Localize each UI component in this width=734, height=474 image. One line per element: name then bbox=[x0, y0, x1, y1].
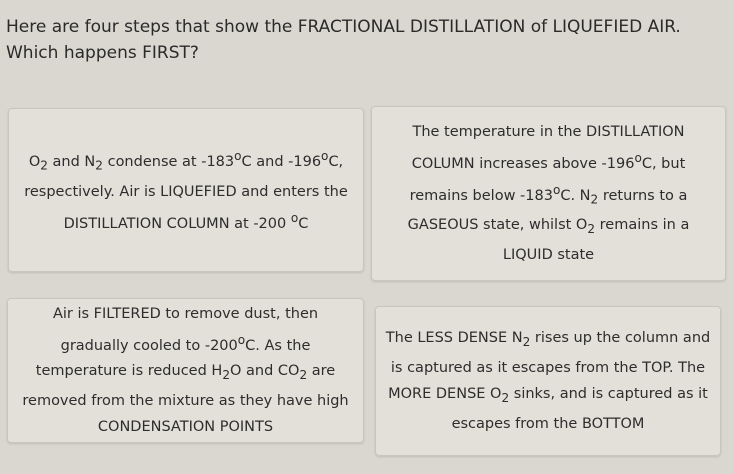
option-text: $O_2$ and $N_2$ condense at -183$^o$C and -196$^o$C, respectively. Air is LIQUEFIED and enters the DISTILLATION COLUMN at -200 $^o$C bbox=[24, 149, 348, 232]
option-card-less-dense-rises[interactable] bbox=[375, 306, 721, 456]
option-text: The LESS DENSE $N_2$ rises up the column and is captured as it escapes from the TOP. The MORE DENSE $O_2$ sinks, and is captured as it escapes from the BOTTOM bbox=[385, 330, 711, 432]
option-text: The temperature in the DISTILLATION COLUMN increases above -196$^o$C, but remains below -183$^o$C. $N_2$ returns to a GASEOUS state, whilst $O_2$ remains in a LIQUID state bbox=[407, 123, 690, 264]
option-card-temperature-increases[interactable] bbox=[371, 106, 726, 281]
question-text: Here are four steps that show the FRACTIONAL DISTILLATION of LIQUEFIED AIR. Which happens FIRST? bbox=[6, 17, 681, 63]
option-text: Air is FILTERED to remove dust, then gradually cooled to -200$^o$C. As the temperature is reduced $H_2O$ and $CO_2$ are removed from the mixture as they have high CONDENSATION POINTS bbox=[22, 305, 349, 436]
option-card-air-filtered[interactable] bbox=[7, 298, 364, 443]
option-card-filter-o2-n2-condense[interactable] bbox=[8, 108, 364, 272]
